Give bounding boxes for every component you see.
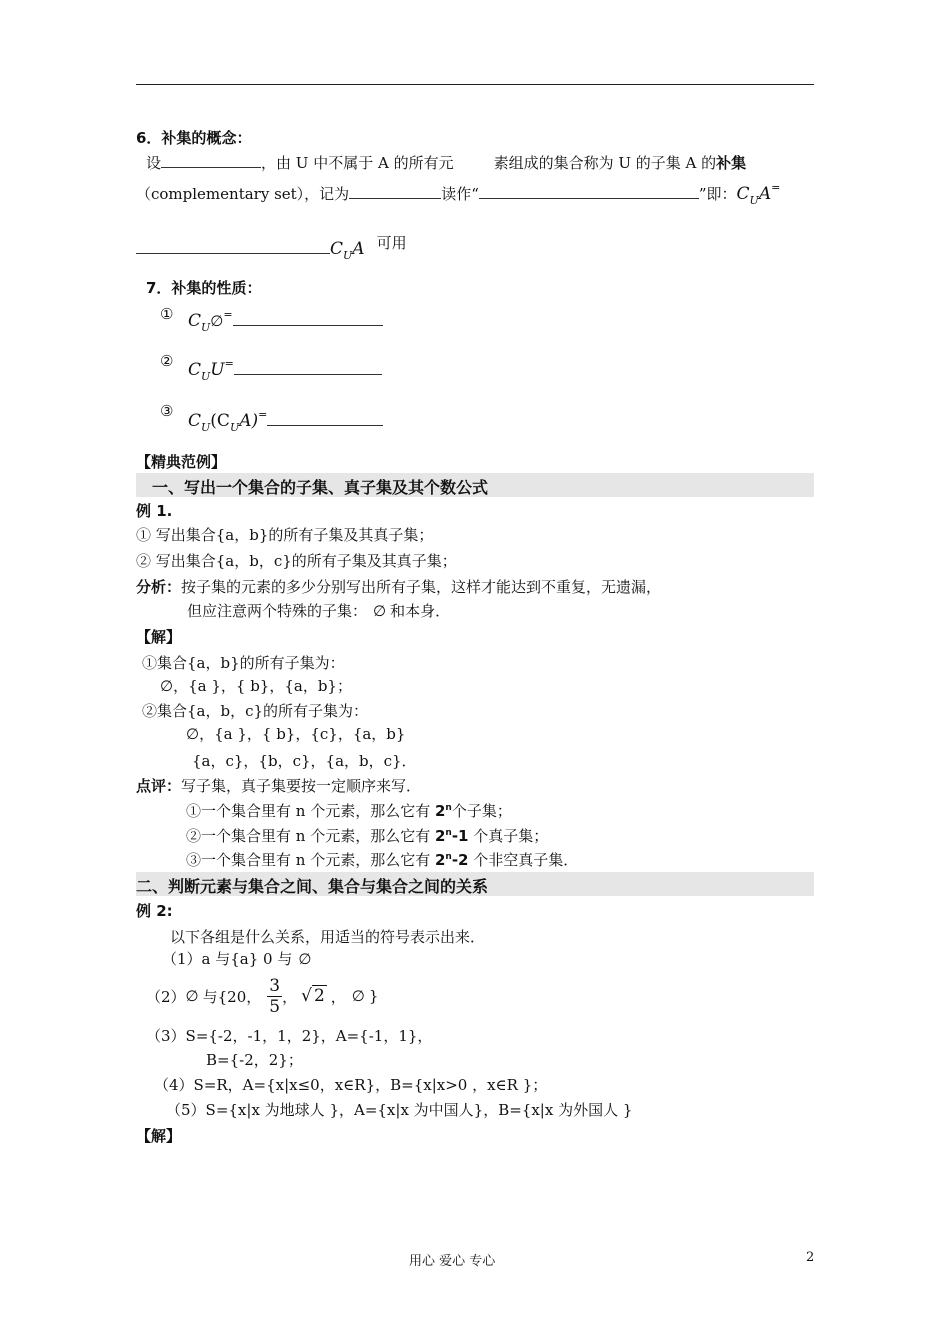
- square-root: √ 2: [301, 986, 325, 1006]
- fill-blank: [349, 184, 441, 199]
- rule-1: ①一个集合里有 n 个元素，那么它有 2$^n$个子集；: [186, 802, 512, 820]
- solution-1-list: ∅，{a }，{ b}，{a，b}；: [160, 677, 352, 695]
- solution-2-list-1: ∅，{a }，{ b}，{c}，{a，b}: [186, 725, 406, 743]
- property-2: [160, 352, 173, 370]
- fraction: $\frac{3}{5}$: [269, 975, 281, 1017]
- example-1-analysis: [136, 576, 661, 597]
- example-1-analysis-2: 但应注意两个特殊的子集： ∅ 和本身．: [187, 602, 451, 620]
- solution-1: ①集合{a，b}的所有子集为：: [142, 654, 345, 672]
- analysis-label: 分析：: [136, 578, 182, 596]
- fill-blank: [267, 415, 383, 426]
- comment: 点评：写子集，真子集要按一定顺序来写．: [136, 777, 422, 795]
- text: ，由 U 中不属于 A 的所有元: [261, 154, 454, 172]
- section-7-title: 7．补集的性质：: [146, 279, 262, 297]
- solution-label: 【解】: [136, 628, 182, 646]
- example-2-q5: （5）S={x|x 为地球人 }，A={x|x 为中国人}，B={x|x 为外国人 }: [166, 1101, 633, 1119]
- complement-formula: $C_UA$: [330, 239, 365, 262]
- comment-label: 点评：: [136, 777, 182, 795]
- property-1: [160, 305, 173, 323]
- item-number: ③: [160, 402, 174, 420]
- property-1-formula: $C_U\emptyset^=$: [188, 308, 383, 334]
- section-6-line-3: [136, 232, 407, 262]
- text: 素组成的集合称为 U 的子集 A 的: [493, 154, 717, 172]
- page-number: 2: [806, 1250, 815, 1265]
- analysis-text: 按子集的元素的多少分别写出所有子集，这样才能达到不重复，无遗漏，: [181, 578, 662, 596]
- example-2-q4: （4）S=R，A={x|x≤0，x∈R}，B={x|x>0 ，x∈R }；: [154, 1076, 548, 1094]
- example-1-question-1: ① 写出集合{a，b}的所有子集及其真子集；: [136, 526, 434, 544]
- empty-set-symbol: ∅: [185, 987, 199, 1005]
- text: 设: [146, 154, 162, 172]
- example-2-solution-label: 【解】: [136, 1127, 182, 1145]
- text: 读作“: [441, 185, 479, 203]
- rule-3: ③一个集合里有 n 个元素，那么它有 2$^n$-2 个非空真子集．: [186, 851, 579, 869]
- footer-motto: 用心 爱心 专心: [409, 1254, 496, 1269]
- fill-blank: [136, 239, 330, 254]
- examples-header: 【精典范例】: [136, 453, 227, 471]
- complement-formula: $C_UA^=$: [736, 181, 781, 207]
- example-1-label: 例 1.: [136, 502, 173, 520]
- example-2-label: 例 2:: [136, 902, 173, 920]
- empty-set-symbol: ∅: [186, 725, 200, 743]
- item-number: ②: [160, 352, 174, 370]
- fill-blank: [479, 184, 699, 199]
- property-2-formula: $C_UU^=$: [188, 357, 382, 383]
- empty-set-symbol: ∅: [373, 602, 387, 620]
- example-1-question-2: ② 写出集合{a，b，c}的所有子集及其真子集；: [136, 552, 457, 570]
- example-2-q3-b: B={-2，2}；: [206, 1051, 303, 1069]
- property-3: [160, 402, 173, 420]
- example-2-q3: （3）S={-2，-1，1，2}，A={-1，1}，: [146, 1027, 433, 1045]
- property-3-formula: $C_U(C_UA)^=$: [188, 408, 383, 434]
- example-2-intro: 以下各组是什么关系，用适当的符号表示出来．: [170, 928, 486, 946]
- section-6-line-1: [146, 152, 746, 173]
- header-rule: [136, 84, 814, 85]
- rule-2: ②一个集合里有 n 个元素，那么它有 2$^n$-1 个真子集；: [186, 827, 549, 845]
- solution-2-list-2: {a，c}，{b，c}，{a，b，c}．: [192, 752, 417, 770]
- example-2-q2: （2） ∅ 与{20， $\frac{3}{5}$ ， √ 2 ， ∅ }: [146, 975, 379, 1017]
- fill-blank: [234, 364, 382, 375]
- solution-2: ②集合{a，b，c}的所有子集为：: [142, 702, 369, 720]
- empty-set-symbol: ∅: [298, 950, 312, 968]
- example-2-q1: （1）a 与{a} 0 与 ∅: [162, 950, 312, 968]
- empty-set-symbol: ∅: [351, 987, 365, 1005]
- fill-blank: [233, 315, 383, 326]
- item-number: ①: [160, 305, 174, 323]
- section-6-line-2: [136, 181, 780, 207]
- text: 可用: [376, 234, 407, 252]
- section-6-title: 6．补集的概念：: [136, 129, 252, 147]
- term-complement: 补集: [716, 154, 747, 172]
- fill-blank: [161, 153, 261, 168]
- topic-2-heading: 二、判断元素与集合之间、集合与集合之间的关系: [136, 877, 489, 896]
- topic-1-heading: 一、写出一个集合的子集、真子集及其个数公式: [152, 478, 489, 497]
- empty-set-symbol: ∅: [160, 677, 174, 695]
- text: ”即：: [698, 185, 737, 203]
- text: （complementary set），记为: [136, 185, 350, 203]
